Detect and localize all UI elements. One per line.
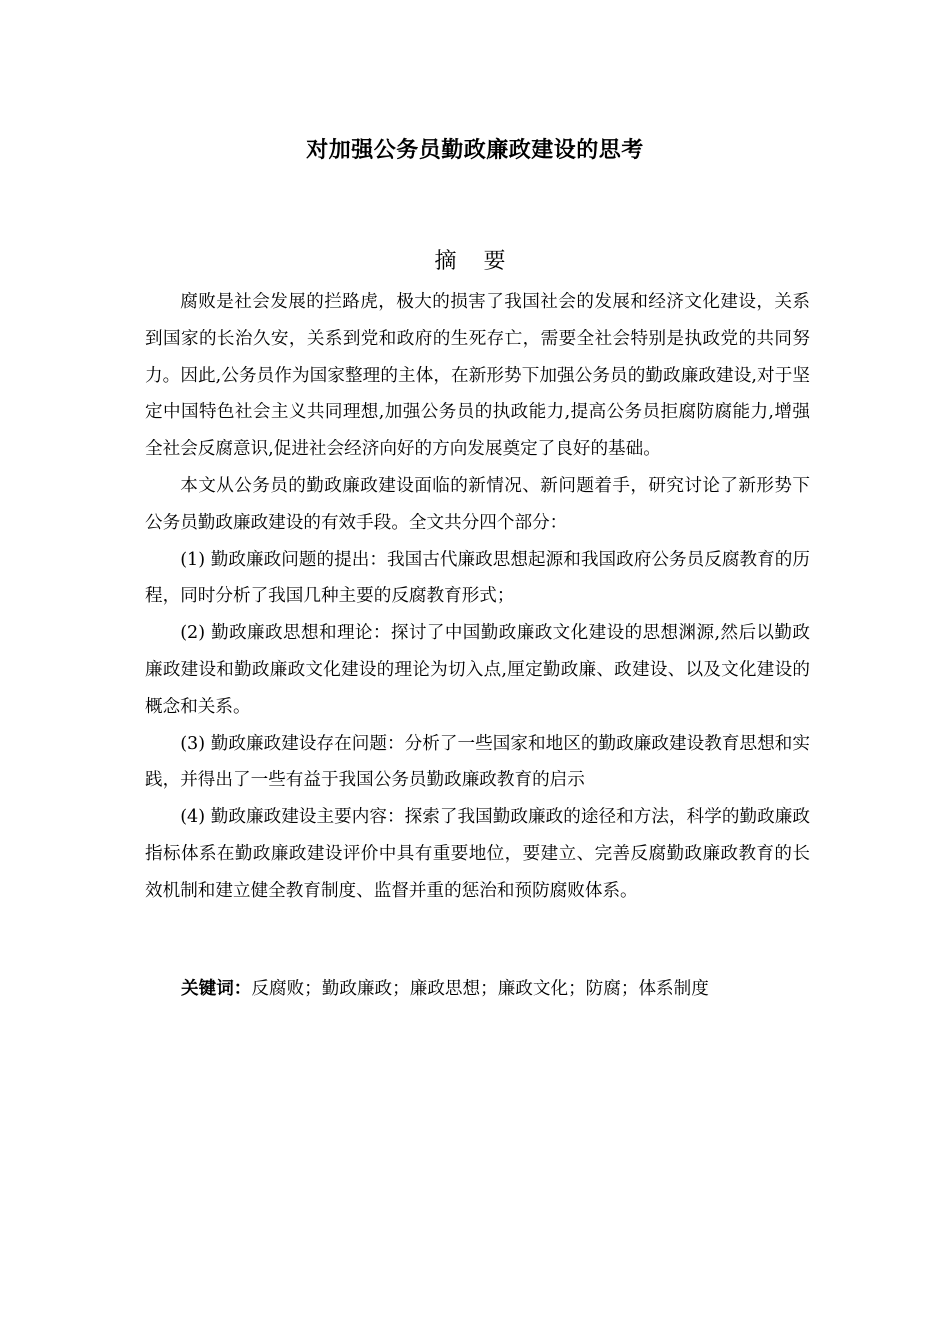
keywords-text: 反腐败；勤政廉政；廉政思想；廉政文化；防腐；体系制度	[251, 979, 709, 999]
abstract-paragraph: (1) 勤政廉政问题的提出：我国古代廉政思想起源和我国政府公务员反腐教育的历程，同时分析了我国几种主要的反腐教育形式；	[145, 549, 810, 607]
keywords-label: 关键词：	[181, 979, 252, 999]
keywords-line	[181, 973, 811, 1005]
document-title: 对加强公务员勤政廉政建设的思考	[306, 138, 644, 163]
abstract-paragraph: (3) 勤政廉政建设存在问题：分析了一些国家和地区的勤政廉政建设教育思想和实践，并得出了一些有益于我国公务员勤政廉政教育的启示	[145, 733, 810, 791]
abstract-paragraph: (4) 勤政廉政建设主要内容：探索了我国勤政廉政的途径和方法，科学的勤政廉政指标体系在勤政廉政建设评价中具有重要地位，要建立、完善反腐勤政廉政教育的长效机制和建立健全教育制度、监督并重的惩治和预防腐败体系。	[145, 807, 810, 901]
abstract-paragraph: 本文从公务员的勤政廉政建设面临的新情况、新问题着手，研究讨论了新形势下公务员勤政廉政建设的有效手段。全文共分四个部分：	[145, 475, 810, 533]
abstract-heading: 摘 要	[434, 249, 516, 274]
abstract-body	[145, 284, 810, 910]
abstract-paragraph: (2) 勤政廉政思想和理论：探讨了中国勤政廉政文化建设的思想渊源,然后以勤政廉政建设和勤政廉政文化建设的理论为切入点,厘定勤政廉、政建设、以及文化建设的概念和关系。	[145, 623, 810, 717]
abstract-paragraph: 腐败是社会发展的拦路虎，极大的损害了我国社会的发展和经济文化建设，关系到国家的长治久安，关系到党和政府的生死存亡，需要全社会特别是执政党的共同努力。因此,公务员作为国家整理的主体，在新形势下加强公务员的勤政廉政建设,对于坚定中国特色社会主义共同理想,加强公务员的执政能力,提高公务员拒腐防腐能力,增强全社会反腐意识,促进社会经济向好的方向发展奠定了良好的基础。	[145, 292, 810, 460]
